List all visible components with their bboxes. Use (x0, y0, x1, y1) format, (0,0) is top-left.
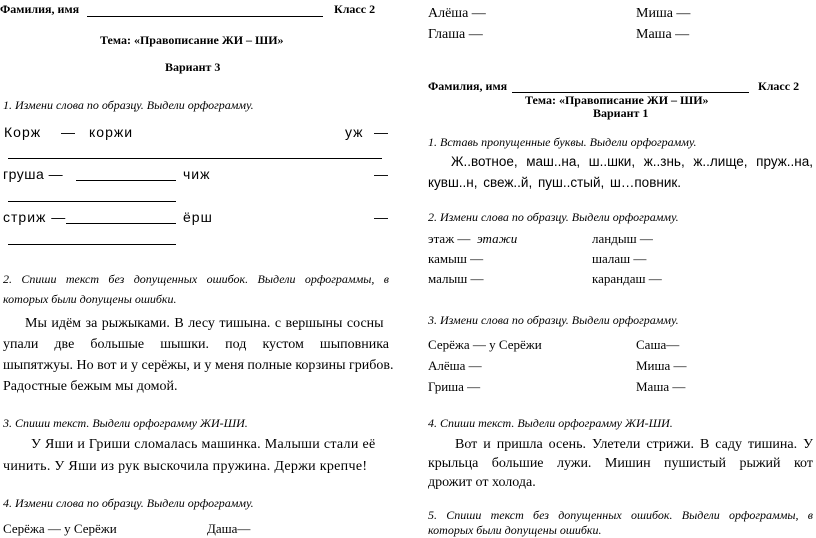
word: этаж — (428, 231, 471, 246)
answer-line (66, 223, 176, 224)
word: ёрш (183, 209, 213, 225)
word: шалаш — (592, 251, 647, 266)
word: ландыш — (592, 231, 653, 246)
text-line: дрожит от холода. (428, 475, 536, 490)
class-label: Класс 2 (334, 2, 376, 16)
text-line: упали две большые шышки. под кустом шыповника (3, 337, 389, 352)
task2-instruction-line1: 2. Спиши текст без допущенных ошибок. Выдели орфограммы, в (3, 272, 389, 286)
text-line: У Яши и Гриши сломалась машинка. Малыши стали её (31, 437, 376, 452)
name-label: Фамилия, имя (0, 2, 80, 16)
dash: — (374, 124, 388, 140)
variant-title: Вариант 1 (593, 106, 649, 120)
word: груша — (3, 166, 64, 182)
task4-instruction: 4. Спиши текст. Выдели орфограмму ЖИ-ШИ. (428, 416, 673, 430)
task1-instruction: 1. Измени слова по образцу. Выдели орфограмму. (3, 98, 254, 112)
text-line: чинить. У Яши из рук выскочила пружина. Держи крепче! (3, 459, 368, 474)
word: Гриша — (428, 379, 481, 394)
topic-title: Тема: «Правописание ЖИ – ШИ» (100, 33, 284, 47)
answer-line (76, 180, 176, 181)
word: карандаш — (592, 271, 662, 286)
name-label: Фамилия, имя (428, 79, 508, 93)
word: Маша — (636, 379, 686, 394)
word: Алёша — (428, 358, 482, 373)
sample-answer: этажи (477, 231, 518, 246)
variant-title: Вариант 3 (165, 60, 221, 74)
answer-line (8, 158, 382, 159)
task1-instruction: 1. Вставь пропущенные буквы. Выдели орфограмму. (428, 135, 697, 149)
task3-instruction: 3. Измени слова по образцу. Выдели орфограмму. (428, 313, 679, 327)
word: Алёша — (428, 6, 486, 21)
task3-instruction: 3. Спиши текст. Выдели орфограмму ЖИ-ШИ. (3, 416, 248, 430)
word: стриж — (3, 209, 67, 225)
word: Маша — (636, 27, 690, 42)
answer-line (8, 201, 176, 202)
word: Серёжа — у Серёжи (3, 521, 117, 536)
topic-title: Тема: «Правописание ЖИ – ШИ» (525, 93, 709, 107)
dash: — (374, 209, 388, 225)
word: Корж (4, 124, 42, 140)
dash: — (374, 166, 388, 182)
task5-instruction-line2: которых были допущены ошибки. (428, 523, 602, 537)
dash: — (61, 124, 75, 140)
text-line: кувш..н, свеж..й, пуш..стый, ш…повник. (428, 175, 682, 190)
text-line: шыпятжуы. Но вот и у серёжы, и у меня полные корзины грибов. (3, 358, 394, 373)
word: коржи (89, 124, 134, 140)
word: чиж (183, 166, 211, 182)
task4-instruction: 4. Измени слова по образцу. Выдели орфограмму. (3, 496, 254, 510)
word: Саша— (636, 337, 680, 352)
answer-line (8, 244, 176, 245)
word: Миша — (636, 6, 691, 21)
text-line: Вот и пришла осень. Улетели стрижи. В саду тишина. У (455, 437, 813, 452)
name-underline (87, 16, 323, 17)
word: Серёжа — у Серёжи (428, 337, 542, 352)
text-line: Радостные бежым мы домой. (3, 379, 178, 394)
task2-instruction-line2: которых были допущены ошибки. (3, 292, 177, 306)
word: Миша — (636, 358, 687, 373)
task2-instruction: 2. Измени слова по образцу. Выдели орфограмму. (428, 210, 679, 224)
text-line: Ж..вотное, маш..на, ш..шки, ж..знь, ж..лище, пруж..на, (451, 154, 813, 169)
class-label: Класс 2 (758, 79, 800, 93)
word: малыш — (428, 271, 484, 286)
word: Даша— (207, 521, 251, 536)
word: Глаша — (428, 27, 483, 42)
task5-instruction-line1: 5. Спиши текст без допущенных ошибок. Выдели орфограммы, в (428, 508, 813, 522)
text-line: Мы идём за рыжыками. В лесу тишына. с вершыны сосны (25, 316, 384, 331)
word: камыш — (428, 251, 484, 266)
word: уж (345, 124, 364, 140)
text-line: крыльца большие лужи. Мишин пушистый рыжий кот (428, 456, 813, 471)
